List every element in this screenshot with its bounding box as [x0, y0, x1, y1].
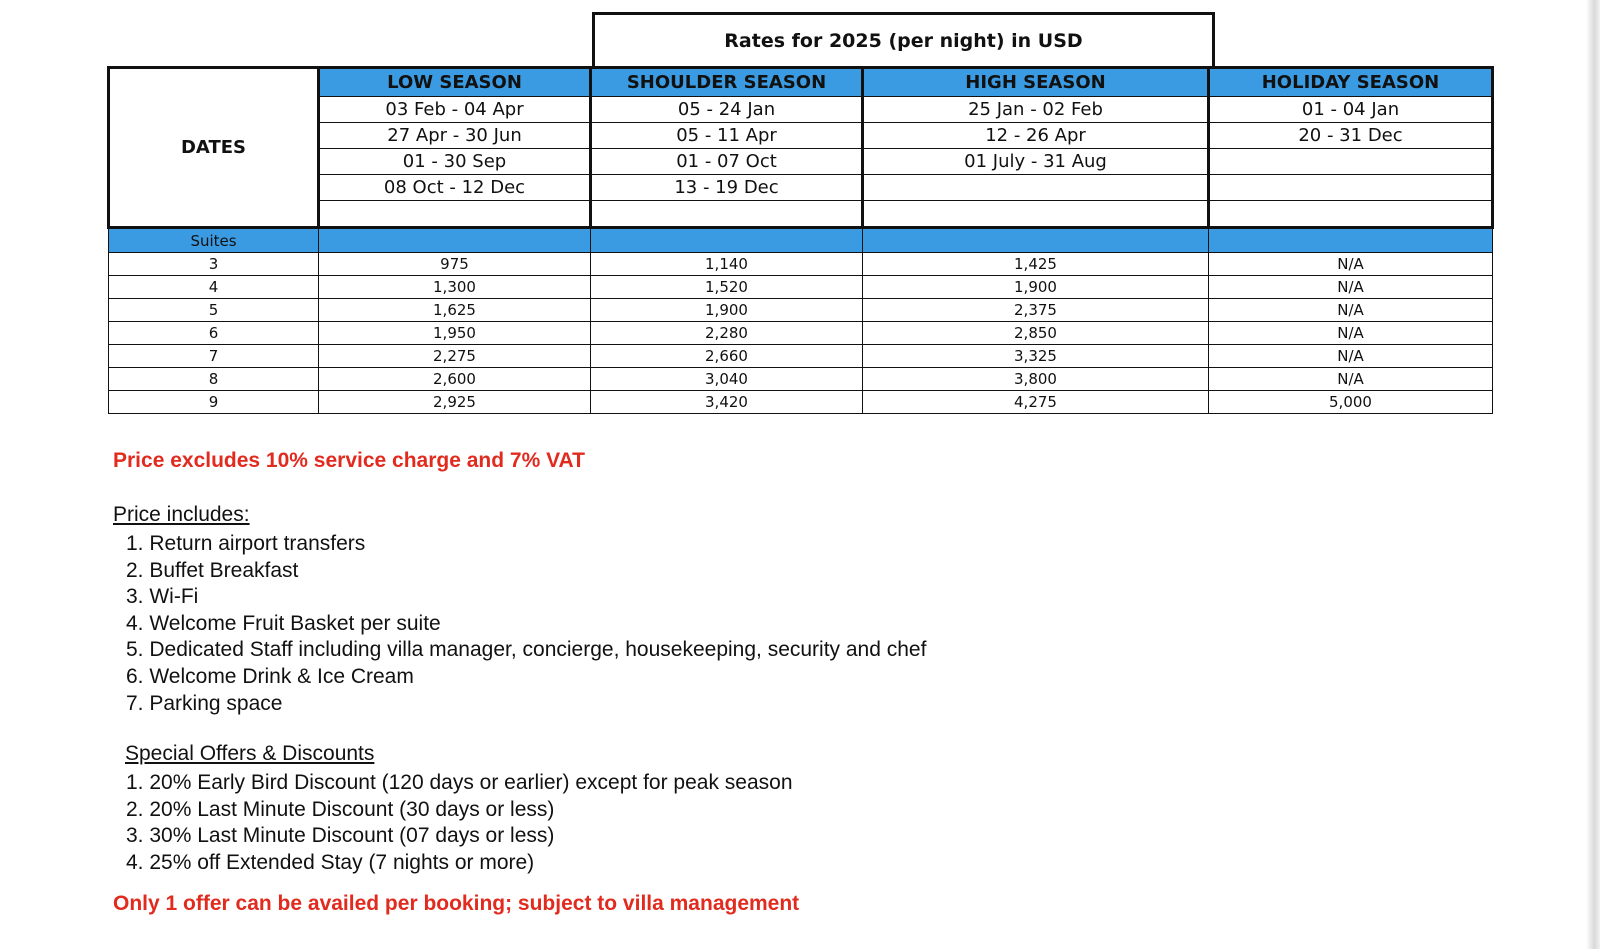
table-row [109, 322, 1493, 345]
price-cell: 2,275 [319, 345, 591, 368]
date-cell: 05 - 24 Jan [591, 97, 863, 123]
price-cell: 2,850 [863, 322, 1209, 345]
offers-title: Special Offers & Discounts [125, 742, 375, 765]
season-header-low: LOW SEASON [319, 68, 591, 97]
price-cell: 2,600 [319, 368, 591, 391]
rates-table [107, 66, 1494, 414]
rates-title: Rates for 2025 (per night) in USD [592, 12, 1215, 67]
price-cell: 2,375 [863, 299, 1209, 322]
season-header-row [109, 68, 1493, 97]
date-cell: 12 - 26 Apr [863, 123, 1209, 149]
season-header-shoulder: SHOULDER SEASON [591, 68, 863, 97]
price-cell: 975 [319, 253, 591, 276]
date-cell: 25 Jan - 02 Feb [863, 97, 1209, 123]
date-cell [1209, 149, 1493, 175]
suites-label: Suites [109, 228, 319, 253]
date-cell: 01 July - 31 Aug [863, 149, 1209, 175]
price-cell: 1,520 [591, 276, 863, 299]
date-cell [1209, 175, 1493, 201]
includes-title: Price includes: [113, 503, 250, 526]
includes-list [126, 531, 926, 717]
list-item: 3. 30% Last Minute Discount (07 days or less) [126, 824, 555, 848]
offers-list [126, 770, 793, 876]
suites-count: 4 [109, 276, 319, 299]
suites-header-blank [319, 228, 591, 253]
page-edge-shadow [1586, 0, 1600, 949]
list-item: 7. Parking space [126, 691, 283, 715]
date-cell: 20 - 31 Dec [1209, 123, 1493, 149]
suites-count: 5 [109, 299, 319, 322]
suites-count: 8 [109, 368, 319, 391]
list-item: 2. 20% Last Minute Discount (30 days or less) [126, 797, 555, 821]
suites-header-blank [863, 228, 1209, 253]
price-cell: N/A [1209, 299, 1493, 322]
date-cell [319, 201, 591, 228]
list-item: 6. Welcome Drink & Ice Cream [126, 664, 414, 688]
list-item: 2. Buffet Breakfast [126, 558, 299, 582]
table-row [109, 299, 1493, 322]
price-cell: 3,325 [863, 345, 1209, 368]
suites-count: 7 [109, 345, 319, 368]
price-excludes-note: Price excludes 10% service charge and 7% VAT [113, 449, 585, 472]
price-cell: 1,300 [319, 276, 591, 299]
date-cell: 01 - 07 Oct [591, 149, 863, 175]
suites-header-blank [1209, 228, 1493, 253]
table-row [109, 368, 1493, 391]
date-cell: 05 - 11 Apr [591, 123, 863, 149]
date-cell: 01 - 04 Jan [1209, 97, 1493, 123]
list-item: 1. 20% Early Bird Discount (120 days or earlier) except for peak season [126, 771, 793, 794]
suites-header-row [109, 228, 1493, 253]
price-cell: N/A [1209, 276, 1493, 299]
price-cell: 3,420 [591, 391, 863, 414]
price-cell: 3,800 [863, 368, 1209, 391]
date-cell [1209, 201, 1493, 228]
price-cell: N/A [1209, 345, 1493, 368]
suites-count: 9 [109, 391, 319, 414]
list-item: 4. 25% off Extended Stay (7 nights or more) [126, 850, 535, 874]
price-cell: 2,660 [591, 345, 863, 368]
list-item: 3. Wi-Fi [126, 585, 199, 609]
price-cell: 2,925 [319, 391, 591, 414]
price-cell: N/A [1209, 368, 1493, 391]
date-cell [863, 201, 1209, 228]
price-cell: 1,425 [863, 253, 1209, 276]
suites-header-blank [591, 228, 863, 253]
date-cell: 13 - 19 Dec [591, 175, 863, 201]
date-cell: 27 Apr - 30 Jun [319, 123, 591, 149]
price-cell: 4,275 [863, 391, 1209, 414]
suites-count: 3 [109, 253, 319, 276]
date-cell [591, 201, 863, 228]
list-item: 4. Welcome Fruit Basket per suite [126, 611, 441, 635]
date-cell: 08 Oct - 12 Dec [319, 175, 591, 201]
table-row [109, 253, 1493, 276]
price-cell: 1,625 [319, 299, 591, 322]
price-cell: 1,900 [863, 276, 1209, 299]
table-row [109, 345, 1493, 368]
offer-limit-note: Only 1 offer can be availed per booking; subject to villa management [113, 892, 800, 915]
list-item: 5. Dedicated Staff including villa manager, concierge, housekeeping, security and chef [126, 638, 927, 662]
season-header-high: HIGH SEASON [863, 68, 1209, 97]
suites-count: 6 [109, 322, 319, 345]
price-cell: 3,040 [591, 368, 863, 391]
date-cell [863, 175, 1209, 201]
price-cell: 5,000 [1209, 391, 1493, 414]
season-header-holiday: HOLIDAY SEASON [1209, 68, 1493, 97]
price-cell: 1,900 [591, 299, 863, 322]
price-cell: 2,280 [591, 322, 863, 345]
table-row [109, 391, 1493, 414]
price-cell: 1,140 [591, 253, 863, 276]
list-item: 1. Return airport transfers [126, 532, 366, 555]
table-row [109, 276, 1493, 299]
price-cell: N/A [1209, 322, 1493, 345]
price-cell: 1,950 [319, 322, 591, 345]
date-cell: 03 Feb - 04 Apr [319, 97, 591, 123]
date-cell: 01 - 30 Sep [319, 149, 591, 175]
price-cell: N/A [1209, 253, 1493, 276]
dates-label: DATES [109, 68, 319, 228]
